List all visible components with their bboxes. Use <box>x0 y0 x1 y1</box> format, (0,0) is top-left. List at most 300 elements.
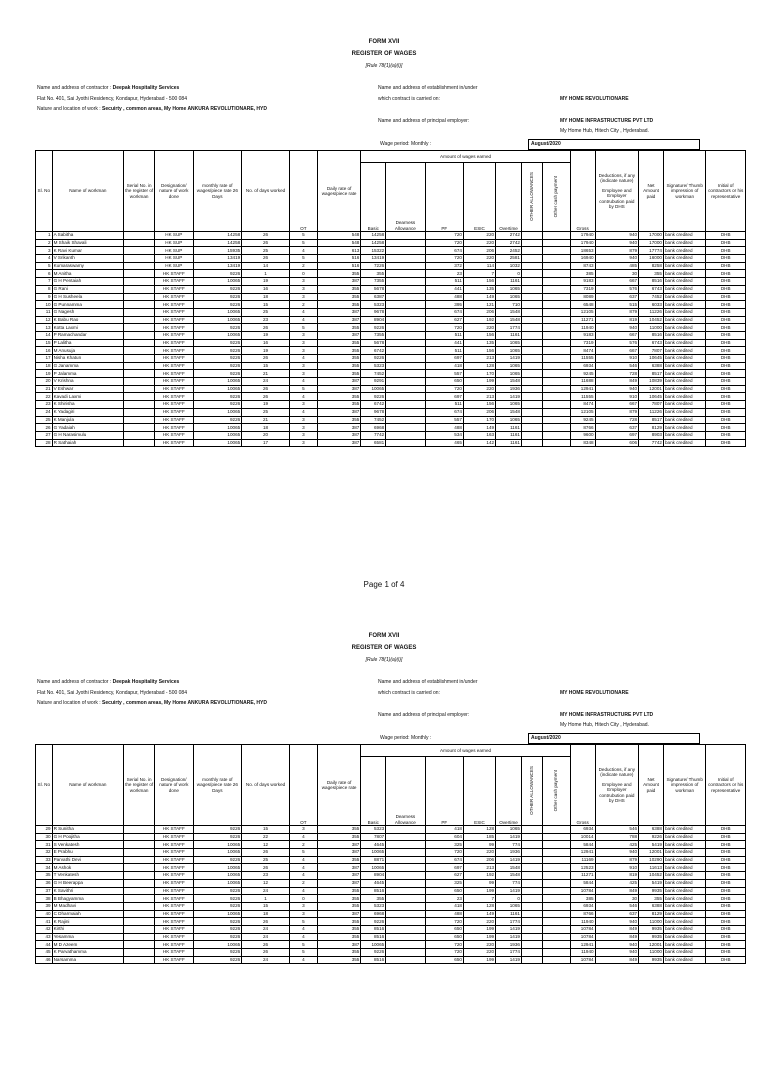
row-serial <box>124 370 155 378</box>
employer-address: My Home Hub, Hitech City , Hyderabad. <box>560 128 649 134</box>
row-daily: 387 <box>317 278 361 286</box>
contractor-address: Flat No. 401, Sai Jyothi Residency, Kondapur, Hyderabad - 500 084 <box>37 690 187 696</box>
row-da <box>386 339 425 347</box>
row-other-cash <box>542 247 570 255</box>
row-other-cash <box>542 424 570 432</box>
row-deduction: 910 <box>595 355 639 363</box>
row-signature: bank credited <box>663 949 705 957</box>
row-net: 6388 <box>639 902 664 910</box>
row-daily: 387 <box>317 378 361 386</box>
col-other-allowances: OTHER ALLOWANCES <box>521 163 542 232</box>
table-row <box>36 956 746 964</box>
contractor-address: Flat No. 401, Sai Jyothi Residency, Kondapur, Hyderabad - 500 084 <box>37 96 187 102</box>
row-basic: 9226 <box>361 949 386 957</box>
row-slno: 8 <box>36 285 53 293</box>
row-basic: 6968 <box>361 424 386 432</box>
row-other-cash <box>542 895 570 903</box>
row-net: 11226 <box>639 408 664 416</box>
row-esic: 220 <box>463 232 495 240</box>
row-basic: 8516 <box>361 933 386 941</box>
row-rate: 9226 <box>193 347 242 355</box>
row-rate: 10065 <box>193 841 242 849</box>
contractor-line: Name and address of contractor : Deepak Hospitality Services <box>37 85 180 91</box>
row-da <box>386 362 425 370</box>
row-ot: 4 <box>289 355 317 363</box>
row-other-allowances <box>521 255 542 263</box>
row-esic: 99 <box>463 879 495 887</box>
row-da <box>386 239 425 247</box>
row-other-allowances <box>521 918 542 926</box>
row-name: E Prabhu <box>52 849 124 857</box>
row-rate: 9226 <box>193 956 242 964</box>
row-daily: 355 <box>317 362 361 370</box>
row-slno: 27 <box>36 431 53 439</box>
row-days: 25 <box>242 308 290 316</box>
row-rate: 10065 <box>193 424 242 432</box>
row-slno: 7 <box>36 278 53 286</box>
row-other-allowances <box>521 247 542 255</box>
row-basic: 8516 <box>361 956 386 964</box>
row-serial <box>124 887 155 895</box>
row-signature: bank credited <box>663 841 705 849</box>
row-designation: HK STAFF <box>155 370 193 378</box>
row-gross: 17940 <box>570 232 595 240</box>
row-deduction: 879 <box>595 856 639 864</box>
row-net: 17000 <box>639 239 664 247</box>
row-esic: 213 <box>463 393 495 401</box>
row-da <box>386 879 425 887</box>
row-initial: DHB <box>706 316 746 324</box>
row-basic: 4645 <box>361 879 386 887</box>
row-da <box>386 910 425 918</box>
row-pf: 534 <box>425 431 463 439</box>
row-initial: DHB <box>706 324 746 332</box>
row-daily: 355 <box>317 347 361 355</box>
row-deduction: 667 <box>595 347 639 355</box>
row-serial <box>124 424 155 432</box>
row-slno: 40 <box>36 910 53 918</box>
row-esic: 220 <box>463 239 495 247</box>
row-pf: 511 <box>425 401 463 409</box>
establishment-name: MY HOME REVOLUTIONARE <box>560 690 629 696</box>
row-rate: 10065 <box>193 408 242 416</box>
form-subtitle: REGISTER OF WAGES <box>351 645 417 651</box>
table-row <box>36 872 746 880</box>
row-esic: 149 <box>463 910 495 918</box>
row-other-allowances <box>521 401 542 409</box>
employer-name: MY HOME INFRASTRUCTURE PVT LTD <box>560 118 654 124</box>
col-designation: Designation/ nature of work done <box>155 745 193 826</box>
row-other-cash <box>542 316 570 324</box>
row-other-cash <box>542 408 570 416</box>
row-rate: 9226 <box>193 301 242 309</box>
row-basic: 7742 <box>361 431 386 439</box>
row-pf: 488 <box>425 910 463 918</box>
row-deduction: 576 <box>595 339 639 347</box>
row-da <box>386 255 425 263</box>
row-overtime: 1161 <box>496 910 522 918</box>
row-other-allowances <box>521 239 542 247</box>
row-ot: 4 <box>289 864 317 872</box>
wages-table-body <box>36 232 746 447</box>
row-designation: HK STAFF <box>155 933 193 941</box>
row-ot: 3 <box>289 370 317 378</box>
row-rate: 10065 <box>193 910 242 918</box>
row-ot: 4 <box>289 247 317 255</box>
row-ot: 3 <box>289 347 317 355</box>
table-row <box>36 247 746 255</box>
employer-label: Name and address of principal employer: <box>378 118 470 124</box>
row-gross: 11555 <box>570 393 595 401</box>
row-basic: 5323 <box>361 362 386 370</box>
row-deduction: 849 <box>595 378 639 386</box>
row-designation: HK STAFF <box>155 879 193 887</box>
col-da: Dearness Allowance <box>386 163 425 232</box>
row-other-cash <box>542 262 570 270</box>
row-net: 10645 <box>639 393 664 401</box>
row-esic: 156 <box>463 347 495 355</box>
col-name: Name of workman <box>52 745 124 826</box>
row-ot: 3 <box>289 826 317 834</box>
row-initial: DHB <box>706 347 746 355</box>
row-basic: 14258 <box>361 239 386 247</box>
row-gross: 11555 <box>570 355 595 363</box>
wage-period-value: August/2020 <box>531 141 561 147</box>
table-row <box>36 826 746 834</box>
col-designation: Designation/ nature of work done <box>155 151 193 232</box>
row-other-cash <box>542 941 570 949</box>
table-row <box>36 331 746 339</box>
row-basic: 9226 <box>361 918 386 926</box>
establishment-label-2: which contract is carried on: <box>378 96 440 102</box>
row-da <box>386 401 425 409</box>
row-gross: 9245 <box>570 370 595 378</box>
row-other-cash <box>542 431 570 439</box>
row-deduction: 606 <box>595 439 639 447</box>
row-gross: 11169 <box>570 856 595 864</box>
row-esic: 156 <box>463 401 495 409</box>
row-gross: 10784 <box>570 933 595 941</box>
row-net: 11000 <box>639 949 664 957</box>
row-da <box>386 355 425 363</box>
row-daily: 387 <box>317 316 361 324</box>
row-initial: DHB <box>706 895 746 903</box>
row-designation: HK STAFF <box>155 362 193 370</box>
row-net: 8129 <box>639 424 664 432</box>
row-name: Kirthi <box>52 925 124 933</box>
row-basic: 355 <box>361 270 386 278</box>
row-daily: 355 <box>317 895 361 903</box>
row-net: 11226 <box>639 308 664 316</box>
row-rate: 9226 <box>193 370 242 378</box>
row-ot: 3 <box>289 416 317 424</box>
row-signature: bank credited <box>663 293 705 301</box>
row-ot: 2 <box>289 841 317 849</box>
row-rate: 10065 <box>193 316 242 324</box>
row-deduction: 879 <box>595 408 639 416</box>
row-pf: 627 <box>425 872 463 880</box>
row-basic: 13419 <box>361 255 386 263</box>
row-net: 5419 <box>639 879 664 887</box>
row-slno: 13 <box>36 324 53 332</box>
row-serial <box>124 910 155 918</box>
row-other-allowances <box>521 941 542 949</box>
table-row <box>36 902 746 910</box>
row-esic: 206 <box>463 247 495 255</box>
row-rate: 10065 <box>193 879 242 887</box>
table-row <box>36 339 746 347</box>
row-designation: HK STAFF <box>155 918 193 926</box>
row-serial <box>124 956 155 964</box>
row-pf: 441 <box>425 339 463 347</box>
table-row <box>36 301 746 309</box>
row-esic: 135 <box>463 339 495 347</box>
row-serial <box>124 347 155 355</box>
row-ot: 4 <box>289 956 317 964</box>
row-ot: 3 <box>289 401 317 409</box>
row-signature: bank credited <box>663 339 705 347</box>
col-daily: Daily rate of wages/piece rate <box>317 745 361 826</box>
row-esic: 156 <box>463 331 495 339</box>
row-serial <box>124 239 155 247</box>
row-initial: DHB <box>706 232 746 240</box>
table-row <box>36 856 746 864</box>
row-name: G Punnamma <box>52 301 124 309</box>
row-name: V Eshwar <box>52 385 124 393</box>
row-other-cash <box>542 385 570 393</box>
row-other-allowances <box>521 416 542 424</box>
establishment-label-1: Name and address of establishment in/under <box>378 85 478 91</box>
row-gross: 12105 <box>570 308 595 316</box>
row-days: 26 <box>242 355 290 363</box>
row-name: Kumaraswamy <box>52 262 124 270</box>
row-overtime: 1065 <box>496 401 522 409</box>
col-signature: Signature/ Thumb impression of workman <box>663 151 705 232</box>
row-overtime: 1065 <box>496 293 522 301</box>
row-serial <box>124 841 155 849</box>
row-signature: bank credited <box>663 278 705 286</box>
row-basic: 7226 <box>361 262 386 270</box>
row-name: G H Susheela <box>52 293 124 301</box>
row-designation: HK STAFF <box>155 956 193 964</box>
row-name: V Srikanth <box>52 255 124 263</box>
row-daily: 548 <box>317 239 361 247</box>
row-signature: bank credited <box>663 362 705 370</box>
row-days: 15 <box>242 362 290 370</box>
row-days: 26 <box>242 385 290 393</box>
row-da <box>386 393 425 401</box>
row-da <box>386 864 425 872</box>
col-basic: Basic <box>361 757 386 826</box>
row-other-cash <box>542 393 570 401</box>
row-signature: bank credited <box>663 378 705 386</box>
register-page-2 <box>0 594 768 1080</box>
col-overtime: Overtime <box>496 163 522 232</box>
row-deduction: 819 <box>595 872 639 880</box>
row-pf: 720 <box>425 941 463 949</box>
row-pf: 23 <box>425 895 463 903</box>
row-pf: 325 <box>425 841 463 849</box>
row-esic: 199 <box>463 933 495 941</box>
row-initial: DHB <box>706 849 746 857</box>
row-ot: 5 <box>289 918 317 926</box>
row-other-cash <box>542 933 570 941</box>
row-signature: bank credited <box>663 347 705 355</box>
row-esic: 192 <box>463 872 495 880</box>
row-deduction: 940 <box>595 324 639 332</box>
form-subtitle: REGISTER OF WAGES <box>351 51 417 57</box>
row-signature: bank credited <box>663 902 705 910</box>
establishment-label-2: which contract is carried on: <box>378 690 440 696</box>
row-net: 8129 <box>639 910 664 918</box>
row-other-allowances <box>521 262 542 270</box>
row-pf: 720 <box>425 385 463 393</box>
row-daily: 387 <box>317 331 361 339</box>
row-da <box>386 232 425 240</box>
row-days: 26 <box>242 864 290 872</box>
row-pf: 488 <box>425 293 463 301</box>
row-gross: 8766 <box>570 910 595 918</box>
row-slno: 22 <box>36 393 53 401</box>
row-net: 10839 <box>639 378 664 386</box>
row-deduction: 30 <box>595 270 639 278</box>
row-pf: 650 <box>425 925 463 933</box>
row-gross: 6934 <box>570 362 595 370</box>
row-slno: 6 <box>36 270 53 278</box>
row-net: 5419 <box>639 841 664 849</box>
row-name: R Sathaiah <box>52 439 124 447</box>
row-days: 18 <box>242 293 290 301</box>
row-deduction: 637 <box>595 910 639 918</box>
row-esic: 170 <box>463 370 495 378</box>
row-deduction: 910 <box>595 393 639 401</box>
row-pf: 674 <box>425 308 463 316</box>
row-pf: 627 <box>425 316 463 324</box>
row-days: 16 <box>242 339 290 347</box>
row-designation: HK SUP <box>155 247 193 255</box>
row-days: 24 <box>242 378 290 386</box>
row-deduction: 940 <box>595 918 639 926</box>
row-signature: bank credited <box>663 255 705 263</box>
row-other-cash <box>542 239 570 247</box>
row-daily: 355 <box>317 902 361 910</box>
row-days: 23 <box>242 316 290 324</box>
row-daily: 355 <box>317 324 361 332</box>
contractor-line: Name and address of contractor : Deepak Hospitality Services <box>37 679 180 685</box>
row-initial: DHB <box>706 370 746 378</box>
row-signature: bank credited <box>663 393 705 401</box>
row-name: K Shirisha <box>52 401 124 409</box>
row-days: 18 <box>242 910 290 918</box>
row-days: 25 <box>242 856 290 864</box>
row-days: 24 <box>242 956 290 964</box>
row-serial <box>124 232 155 240</box>
row-designation: HK STAFF <box>155 895 193 903</box>
row-rate: 9226 <box>193 416 242 424</box>
row-overtime: 1065 <box>496 370 522 378</box>
row-slno: 4 <box>36 255 53 263</box>
row-esic: 135 <box>463 285 495 293</box>
row-basic: 10065 <box>361 385 386 393</box>
row-pf: 720 <box>425 239 463 247</box>
row-slno: 15 <box>36 339 53 347</box>
row-daily: 355 <box>317 270 361 278</box>
row-name: P Lalitha <box>52 339 124 347</box>
row-other-allowances <box>521 925 542 933</box>
row-initial: DHB <box>706 293 746 301</box>
row-name: Nisha Khatun <box>52 355 124 363</box>
row-slno: 35 <box>36 872 53 880</box>
row-other-allowances <box>521 949 542 957</box>
row-deduction: 910 <box>595 864 639 872</box>
row-net: 16000 <box>639 255 664 263</box>
row-pf: 720 <box>425 918 463 926</box>
row-pf: 720 <box>425 949 463 957</box>
row-overtime: 1419 <box>496 956 522 964</box>
row-ot: 4 <box>289 393 317 401</box>
row-designation: HK STAFF <box>155 278 193 286</box>
row-overtime: 1161 <box>496 439 522 447</box>
row-signature: bank credited <box>663 941 705 949</box>
row-daily: 355 <box>317 339 361 347</box>
row-deduction: 819 <box>595 316 639 324</box>
row-other-allowances <box>521 956 542 964</box>
row-ot: 4 <box>289 872 317 880</box>
table-row <box>36 949 746 957</box>
table-row <box>36 262 746 270</box>
row-name: T Venkatesh <box>52 872 124 880</box>
row-rate: 15935 <box>193 247 242 255</box>
row-gross: 11271 <box>570 872 595 880</box>
row-initial: DHB <box>706 262 746 270</box>
row-name: K Parvathamma <box>52 949 124 957</box>
col-basic: Basic <box>361 163 386 232</box>
row-daily: 355 <box>317 293 361 301</box>
row-deduction: 546 <box>595 902 639 910</box>
table-row <box>36 841 746 849</box>
row-rate: 10065 <box>193 431 242 439</box>
table-row <box>36 439 746 447</box>
row-other-cash <box>542 826 570 834</box>
work-line: Nature and location of work : Secuirty , common areas, My Home ANKURA REVOLUTIONARE, HYD <box>37 106 267 112</box>
row-ot: 3 <box>289 339 317 347</box>
row-rate: 10065 <box>193 439 242 447</box>
col-gross: Gross <box>570 151 595 232</box>
row-deduction: 849 <box>595 933 639 941</box>
row-net: 9935 <box>639 956 664 964</box>
row-gross: 11940 <box>570 324 595 332</box>
row-overtime: 1936 <box>496 849 522 857</box>
row-pf: 395 <box>425 301 463 309</box>
row-slno: 38 <box>36 895 53 903</box>
row-days: 26 <box>242 918 290 926</box>
row-days: 26 <box>242 849 290 857</box>
row-net: 17774 <box>639 247 664 255</box>
row-gross: 9600 <box>570 431 595 439</box>
row-other-allowances <box>521 864 542 872</box>
row-pf: 697 <box>425 393 463 401</box>
row-ot: 4 <box>289 887 317 895</box>
row-esic: 149 <box>463 424 495 432</box>
row-other-cash <box>542 439 570 447</box>
row-designation: HK STAFF <box>155 841 193 849</box>
row-esic: 156 <box>463 278 495 286</box>
row-overtime: 1548 <box>496 308 522 316</box>
row-designation: HK STAFF <box>155 826 193 834</box>
row-deduction: 940 <box>595 232 639 240</box>
row-name: G Nagesh <box>52 308 124 316</box>
row-rate: 9226 <box>193 401 242 409</box>
